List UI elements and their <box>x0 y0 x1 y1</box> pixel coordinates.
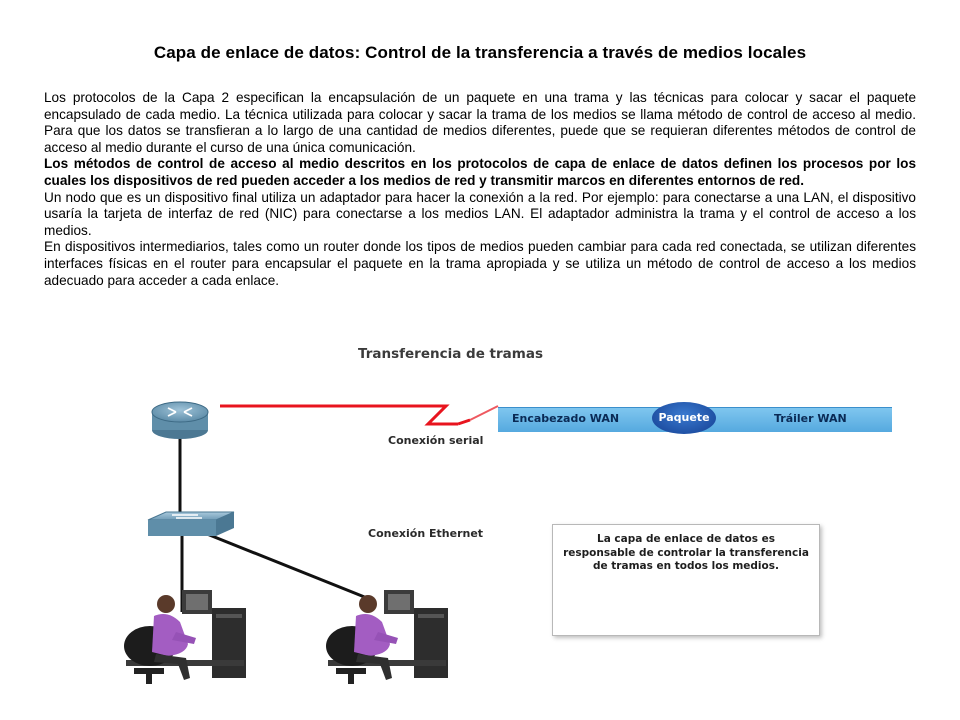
diagram-title: Transferencia de tramas <box>358 346 543 362</box>
diagram-graphics <box>110 342 930 692</box>
paragraph-1: Los protocolos de la Capa 2 especifican la encapsulación de un paquete en una trama y las técnicas para colocar y sacar el paquete encapsulado de cada medio. La técnica utilizada para colocar y sacar la trama de los medios se llama método de control de acceso al medio. Para que los datos se transfieran a lo largo de una cantidad de medios diferentes, puede que se requieran diferentes métodos de control de acceso al medio durante el curso de una única comunicación. <box>44 90 916 155</box>
serial-connection-label: Conexión serial <box>388 434 484 447</box>
ethernet-connection-label: Conexión Ethernet <box>368 527 484 540</box>
wan-trailer-label: Tráiler WAN <box>774 412 847 425</box>
paragraph-4: En dispositivos intermediarios, tales como un router donde los tipos de medios pueden cambiar para cada red conectada, se utilizan diferentes interfaces físicas en el router para encapsular el paquete en la trama apropiada y se utiliza un método de control de acceso a los medios adecuado para acceder a cada enlace. <box>44 239 916 288</box>
packet-oval: Paquete <box>652 402 716 434</box>
workstation-icon-left <box>124 590 246 684</box>
body-text <box>44 90 916 289</box>
paragraph-2-bold: Los métodos de control de acceso al medio descritos en los protocolos de capa de enlace de datos definen los procesos por los cuales los dispositivos de red pueden acceder a los medios de red y transmitir marcos en diferentes entornos de red. <box>44 156 916 188</box>
wan-header-label: Encabezado WAN <box>512 412 620 425</box>
note-box <box>552 524 820 636</box>
page-title: Capa de enlace de datos: Control de la transferencia a través de medios locales <box>153 43 807 62</box>
frame-transfer-diagram <box>110 342 930 692</box>
serial-link <box>220 406 498 424</box>
switch-icon <box>148 512 234 536</box>
router-icon <box>152 402 208 439</box>
paragraph-3: Un nodo que es un dispositivo final utiliza un adaptador para hacer la conexión a la red. Por ejemplo: para conectarse a una LAN, el dispositivo usaría la tarjeta de interfaz de red (NIC) para conectarse a los medios LAN. El adaptador administra la trama y el control de acceso a los medios. <box>44 189 916 238</box>
note-text: La capa de enlace de datos es responsable de controlar la transferencia de tramas en todos los medios. <box>563 533 809 572</box>
workstation-icon-right <box>326 590 448 684</box>
